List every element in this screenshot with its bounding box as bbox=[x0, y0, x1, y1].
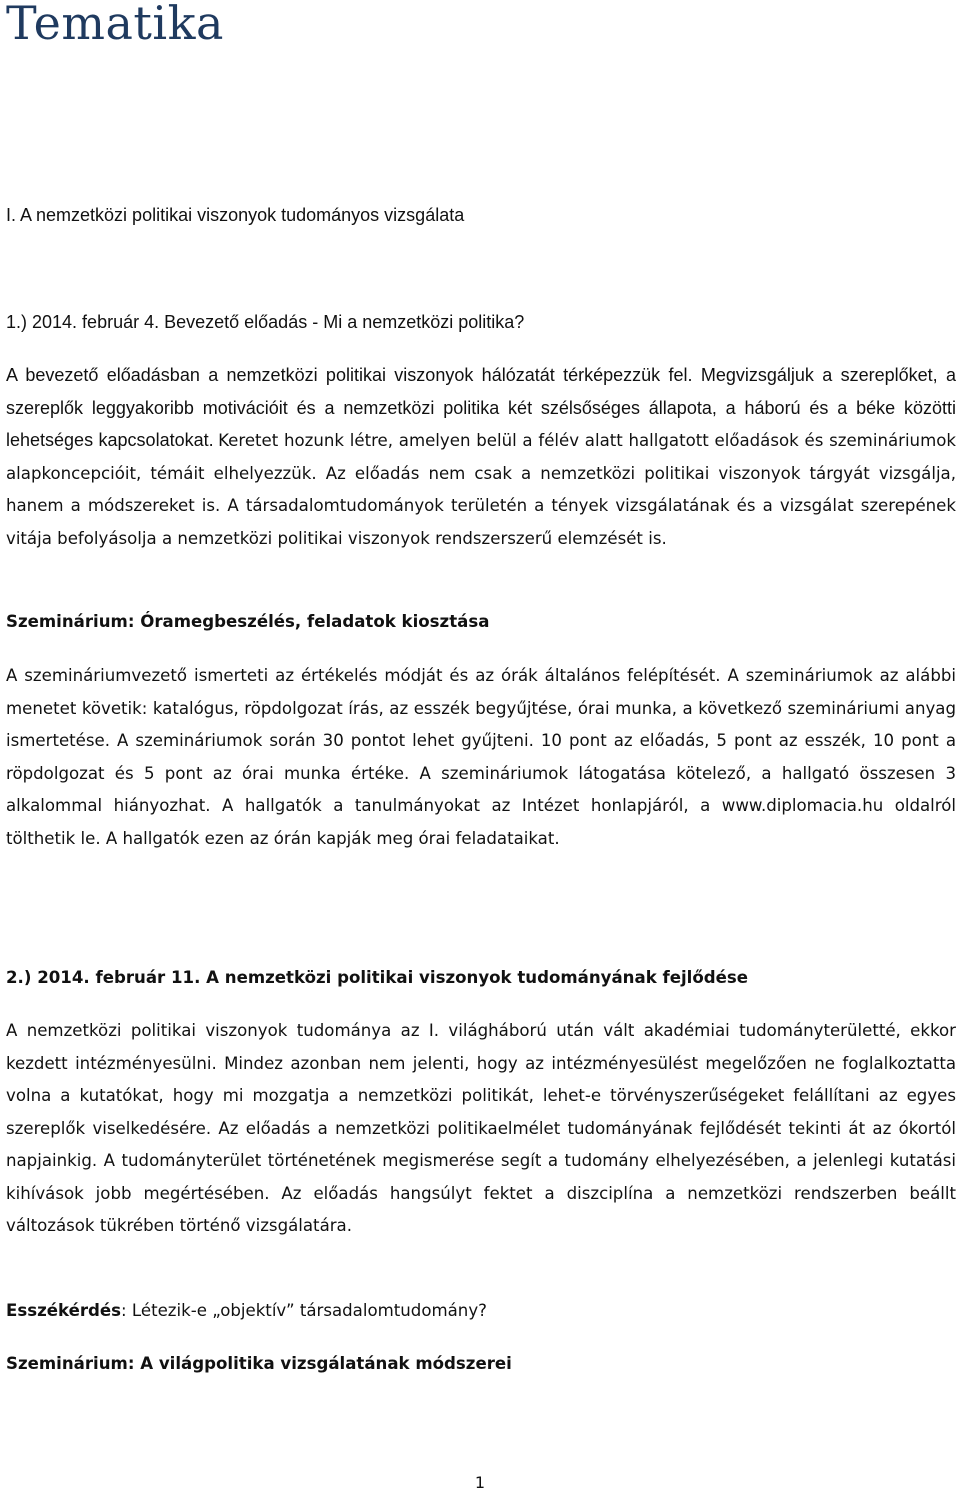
essay-label: Esszékérdés bbox=[6, 1301, 122, 1320]
essay-question-text: : Létezik-e „objektív” társadalomtudomány? bbox=[121, 1301, 487, 1320]
lecture-1-seminar-heading: Szeminárium: Óramegbeszélés, feladatok kiosztása bbox=[6, 612, 490, 631]
page-number: 1 bbox=[474, 1473, 486, 1492]
lecture-1-heading: 1.) 2014. február 4. Bevezető előadás - Mi a nemzetközi politika? bbox=[6, 312, 525, 332]
lecture-1-seminar-text: A szemináriumvezető ismerteti az értékelés módját és az órák általános felépítését. A szemináriumok az alábbi menetet követik: katalógus, röpdolgozat írás, az esszék begyűjtése, órai munka, a következő szemináriumi anyag ismertetése. A szemináriumok során 30 pontot lehet gyűjteni. 10 pont az előadás, 5 pont az esszék, 10 pont a röpdolgozat és 5 pont az órai munka értéke. A szemináriumok látogatása kötelező, a hallgató összesen 3 alkalommal hiányozhat. A hallgatók a tanulmányokat az Intézet honlapjáról, a www.diplomacia.hu oldalról tölthetik le. A hallgatók ezen az órán kapják meg órai feladataikat. bbox=[6, 666, 956, 848]
lecture-2-paragraph: A nemzetközi politikai viszonyok tudománya az I. világháború után vált akadémiai tudományterületté, ekkor kezdett intézményesülni. Mindez azonban nem jelenti, hogy az intézményesülést megelőzően ne foglalkoztatta volna a kutatókat, hogy mi mozgatja a nemzetközi politikát, lehet-e törvényszerűségeket felállítani az egyes szereplők viselkedésére. Az előadás a nemzetközi politikaelmélet tudományának fejlődését tekinti át az ókortól napjainkig. A tudományterület történetének megismerése segít a tudomány elhelyezésében, a jelenlegi kutatási kihívások jobb megértésében. Az előadás hangsúlyt fektet a diszciplína a nemzetközi rendszerben beállt változások tükrében történő vizsgálatára. bbox=[6, 1021, 956, 1235]
lecture-1-paragraph-b: Keretet hozunk létre, amelyen belül a félév alatt hallgatott előadások és szemináriumok alapkoncepcióit, témáit elhelyezzük. Az előadás nem csak a nemzetközi politikai viszonyok tárgyát vizsgálja, hanem a módszereket is. A társadalomtudományok területén a tények vizsgálatának és a vizsgálat szerepének vitája befolyásolja a nemzetközi politikai viszonyok rendszerszerű elemzését is. bbox=[6, 431, 957, 548]
section-heading: I. A nemzetközi politikai viszonyok tudományos vizsgálata bbox=[6, 205, 465, 225]
essay-question bbox=[6, 1295, 487, 1328]
lecture-2-heading: 2.) 2014. február 11. A nemzetközi politikai viszonyok tudományának fejlődése bbox=[6, 968, 749, 987]
lecture-2-seminar-heading: Szeminárium: A világpolitika vizsgálatának módszerei bbox=[6, 1354, 512, 1373]
page-title: Tematika bbox=[6, 0, 224, 50]
lecture-1-paragraph-a: A bevezető előadásban a nemzetközi politikai viszonyok hálózatát térképezzük fel. Megvizsgáljuk a szereplőket, a szereplők leggyakoribb motivációit és a nemzetközi politika két szélsőséges állapota, a háború és a béke közötti lehetséges kapcsolatokat. bbox=[6, 365, 956, 450]
lecture-1-paragraph bbox=[6, 359, 956, 555]
